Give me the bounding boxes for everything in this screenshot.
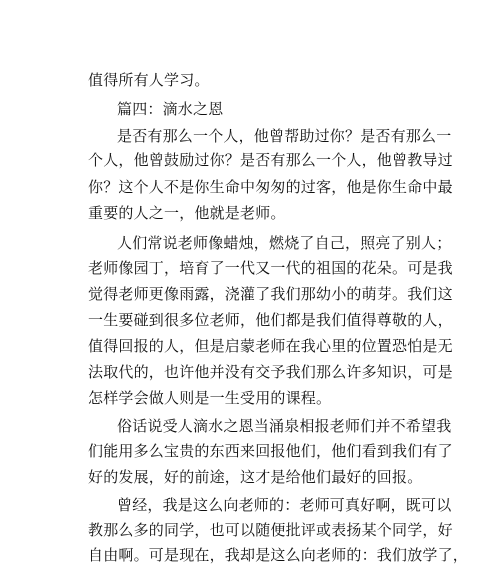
text-line: 好的发展，好的前途，这才是给他们最好的回报。 [88,468,423,486]
text-line: 一生要碰到很多位老师，他们都是我们值得尊敬的人， [88,311,453,329]
text-line: 你？这个人不是你生命中匆匆的过客，他是你生命中最 [88,178,453,196]
text-line: 是否有那么一个人，他曾帮助过你？是否有那么一 [117,127,452,145]
text-line: 教那么多的同学，也可以随便批评或表扬某个同学，好 [88,521,453,539]
text-line: 值得所有人学习。 [88,71,210,89]
section-heading: 篇四：滴水之恩 [117,100,224,118]
text-line: 法取代的，也许他并没有交予我们那么许多知识，可是 [88,363,453,381]
text-line: 个人，他曾鼓励过你？是否有那么一个人，他曾教导过 [88,151,453,169]
text-line: 怎样学会做人则是一生受用的课程。 [88,389,332,407]
text-line: 觉得老师更像雨露，浇灌了我们那幼小的萌芽。我们这 [88,285,453,303]
text-line: 们能用多么宝贵的东西来回报他们，他们看到我们有了 [88,442,453,460]
text-line: 值得回报的人，但是启蒙老师在我心里的位置恐怕是无 [88,337,453,355]
text-line: 曾经，我是这么向老师的：老师可真好啊，既可以 [117,496,452,514]
text-line: 自由啊。可是现在，我却是这么向老师的：我们放学了， [88,546,469,564]
text-line: 重要的人之一，他就是老师。 [88,204,286,222]
text-line: 人们常说老师像蜡烛，燃烧了自己，照亮了别人； [117,234,452,252]
text-line: 俗话说受人滴水之恩当涌泉相报老师们并不希望我 [117,417,452,435]
text-line: 老师像园丁，培育了一代又一代的祖国的花朵。可是我 [88,259,453,277]
